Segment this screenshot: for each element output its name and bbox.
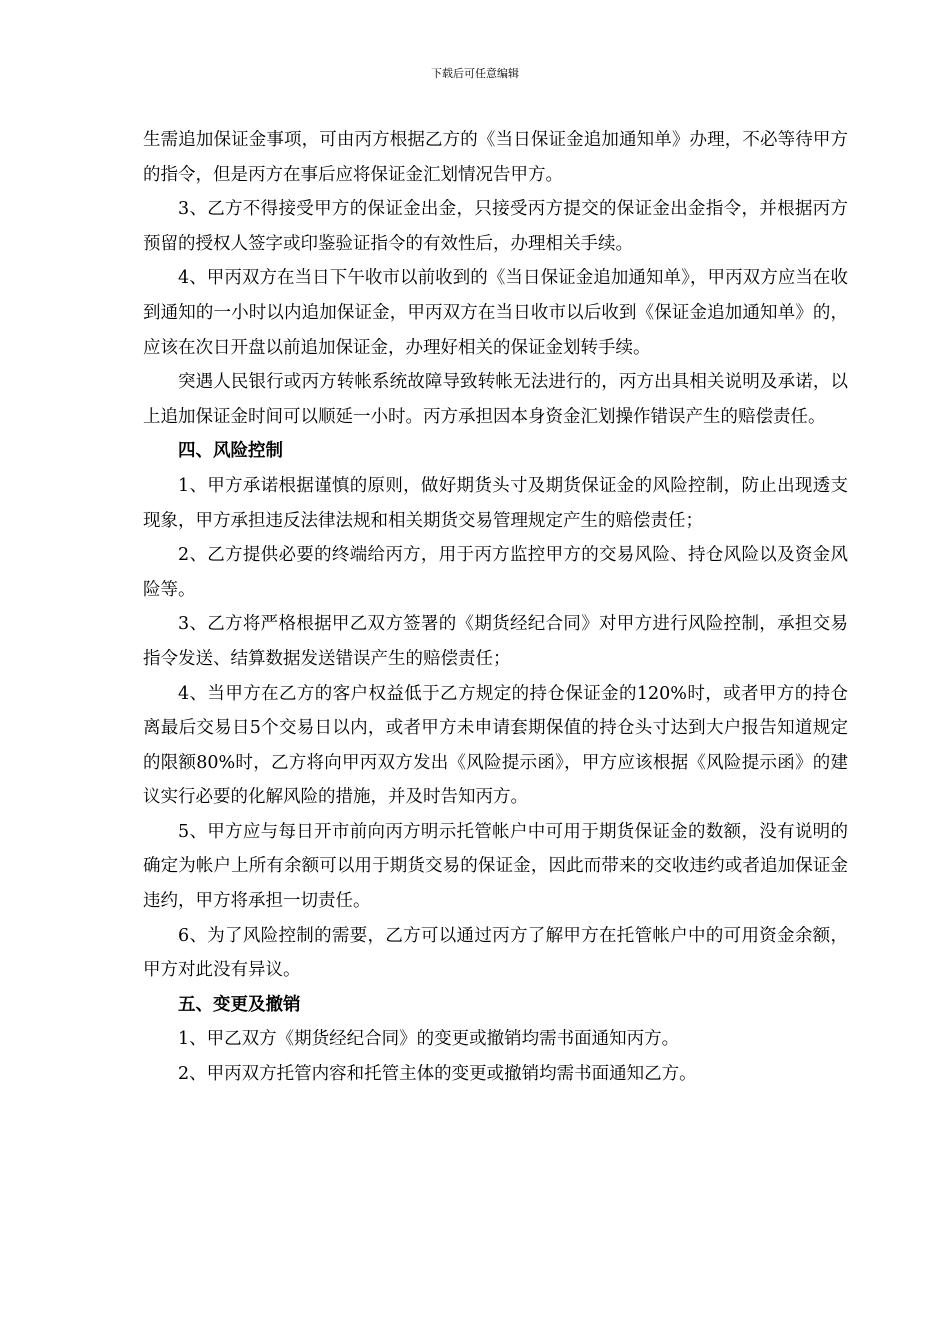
risk-item-3: 3、乙方将严格根据甲乙双方签署的《期货经纪合同》对甲方进行风险控制，承担交易指令发送、结算数据发送错误产生的赔偿责任；	[143, 614, 848, 669]
paragraph-item-4: 4、甲丙双方在当日下午收市以前收到的《当日保证金追加通知单》，甲丙双方应当在收到通知的一小时以内追加保证金，甲丙双方在当日收市以后收到《保证金追加通知单》的，应该在次日开盘以前追加保证金，办理好相关的保证金划转手续。	[143, 268, 848, 358]
change-item-1: 1、甲乙双方《期货经纪合同》的变更或撤销均需书面通知丙方。	[178, 1029, 680, 1050]
document-body	[143, 123, 848, 1092]
risk-item-6: 6、为了风险控制的需要，乙方可以通过丙方了解甲方在托管帐户中的可用资金余额，甲方对此没有异议。	[143, 925, 848, 981]
section-heading-risk-control: 四、风险控制	[178, 441, 283, 462]
risk-item-5: 5、甲方应与每日开市前向丙方明示托管帐户中可用于期货保证金的数额，没有说明的确定为帐户上所有余额可以用于期货交易的保证金，因此而带来的交收违约或者追加保证金违约，甲方将承担一切责任。	[143, 821, 848, 912]
paragraph-bank-failure: 突遇人民银行或丙方转帐系统故障导致转帐无法进行的，丙方出具相关说明及承诺，以上追加保证金时间可以顺延一小时。丙方承担因本身资金汇划操作错误产生的赔偿责任。	[143, 372, 848, 427]
section-heading-change-revoke: 五、变更及撤销	[178, 994, 301, 1015]
change-item-2: 2、甲丙双方托管内容和托管主体的变更或撤销均需书面通知乙方。	[178, 1064, 697, 1085]
risk-item-2: 2、乙方提供必要的终端给丙方，用于丙方监控甲方的交易风险、持仓风险以及资金风险等。	[143, 545, 848, 600]
page-header: 下载后可任意编辑	[431, 67, 519, 80]
paragraph-continuation: 生需追加保证金事项，可由丙方根据乙方的《当日保证金追加通知单》办理，不必等待甲方的指令，但是丙方在事后应将保证金汇划情况告甲方。	[143, 130, 848, 185]
risk-item-1: 1、甲方承诺根据谨慎的原则，做好期货头寸及期货保证金的风险控制，防止出现透支现象，甲方承担违反法律法规和相关期货交易管理规定产生的赔偿责任；	[143, 475, 848, 531]
paragraph-item-3: 3、乙方不得接受甲方的保证金出金，只接受丙方提交的保证金出金指令，并根据丙方预留的授权人签字或印鉴验证指令的有效性后，办理相关手续。	[143, 199, 848, 254]
risk-item-4: 4、当甲方在乙方的客户权益低于乙方规定的持仓保证金的120%时，或者甲方的持仓离最后交易日5个交易日以内，或者甲方未申请套期保值的持仓头寸达到大户报告知道规定的限额80%时，乙方将向甲丙双方发出《风险提示函》，甲方应该根据《风险提示函》的建议实行必要的化解风险的措施，并及时告知丙方。	[143, 683, 848, 808]
